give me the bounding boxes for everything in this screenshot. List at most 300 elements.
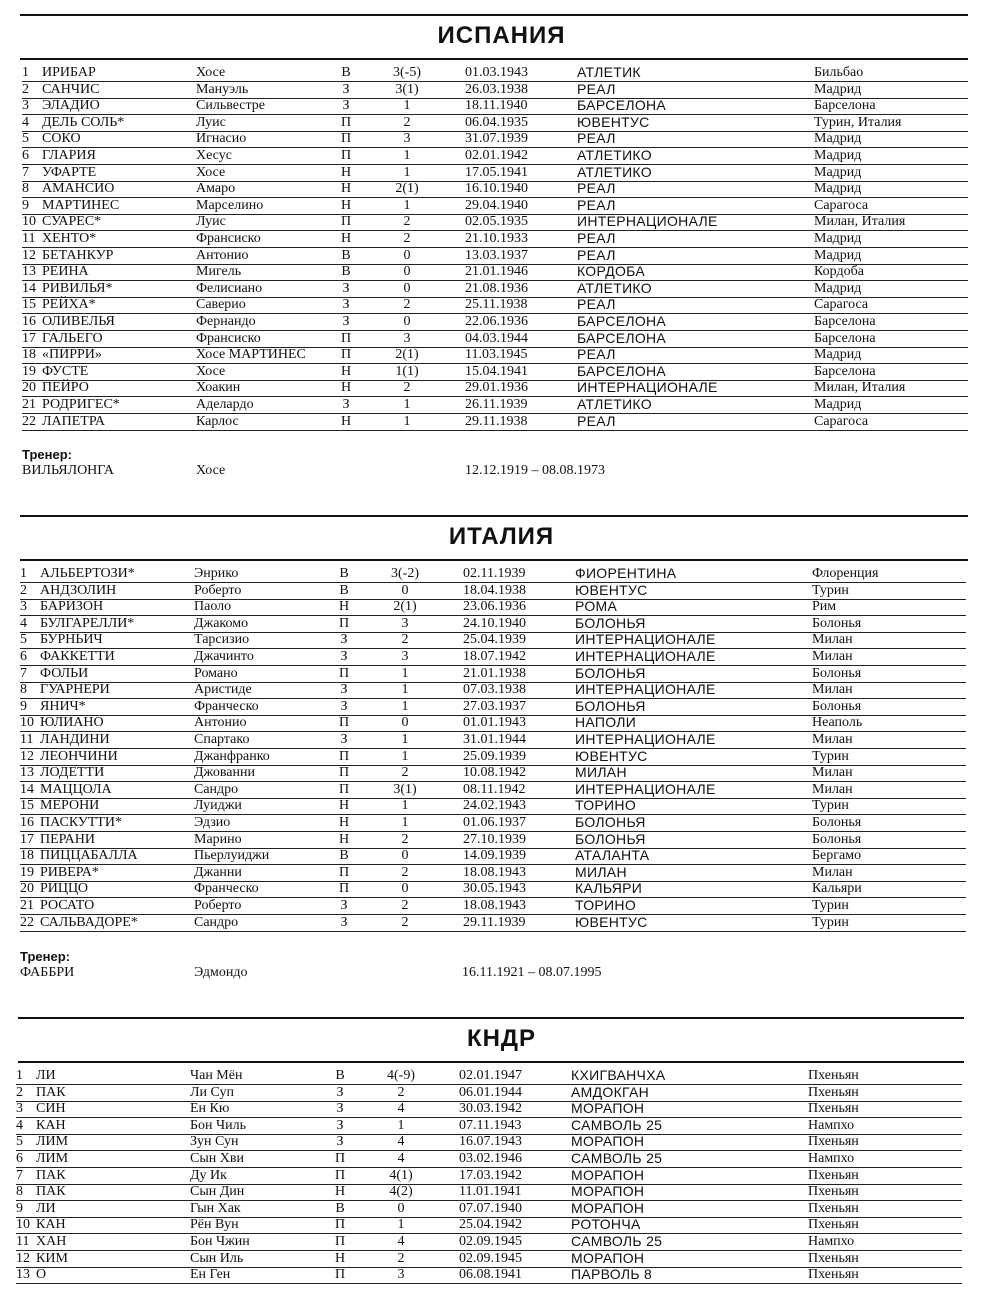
cell-city: Барселона	[814, 314, 876, 329]
cell-dob: 21.01.1946	[465, 264, 528, 280]
cell-city: Милан	[812, 781, 853, 797]
cell-city: Болонья	[812, 615, 862, 631]
cell-caps: 2	[397, 1084, 405, 1100]
cell-surname: ЯНИЧ*	[40, 698, 86, 714]
cell-name: Сын Дин	[190, 1184, 245, 1200]
cell-name: Рён Вун	[190, 1217, 239, 1233]
cell-name: Карлос	[196, 413, 239, 429]
cell-name: Джованни	[194, 765, 255, 781]
cell-pos: В	[339, 848, 349, 864]
cell-city: Нампхо	[808, 1234, 855, 1249]
cell-dob: 24.10.1940	[463, 615, 526, 631]
cell-caps: 2	[401, 632, 409, 648]
cell-dob: 25.04.1939	[463, 632, 526, 648]
cell-name: Сандро	[194, 781, 239, 797]
cell-surname: ЛИМ	[36, 1151, 69, 1166]
table-row	[22, 230, 968, 248]
cell-dob: 30.03.1942	[459, 1101, 522, 1117]
cell-city: Пхеньян	[808, 1200, 859, 1216]
cell-no: 14	[20, 781, 34, 797]
cell-no: 16	[22, 314, 36, 329]
cell-surname: ЛИМ	[36, 1134, 69, 1150]
cell-pos: Н	[338, 599, 350, 615]
cell-name: Романо	[194, 665, 238, 681]
cell-name: Хосе	[196, 65, 226, 80]
cell-name: Марино	[194, 831, 242, 847]
cell-surname: ЛИ	[36, 1068, 56, 1083]
cell-surname: СОКО	[42, 131, 81, 147]
cell-club: БАРСЕЛОНА	[577, 362, 667, 379]
cell-surname: МЕРОНИ	[40, 798, 100, 814]
cell-surname: ХАН	[36, 1234, 67, 1249]
cell-no: 22	[20, 914, 34, 930]
table-row	[16, 1084, 962, 1102]
cell-dob: 02.01.1942	[465, 148, 528, 163]
cell-pos: Н	[334, 1184, 346, 1200]
table-row	[20, 631, 966, 649]
cell-name: Бон Чиль	[190, 1117, 246, 1133]
cell-city: Кальяри	[812, 881, 862, 897]
cell-name: Аристиде	[194, 682, 252, 698]
cell-surname: РОСАТО	[40, 898, 95, 913]
cell-dob: 17.05.1941	[465, 164, 528, 180]
cell-city: Пхеньян	[808, 1250, 859, 1266]
cell-name: Фернандо	[196, 314, 256, 329]
cell-dob: 21.01.1938	[463, 665, 526, 681]
cell-caps: 3	[403, 131, 411, 147]
cell-dob: 31.07.1939	[465, 131, 528, 147]
section-top-rule	[18, 1017, 964, 1019]
table-row	[16, 1266, 962, 1284]
cell-pos: З	[342, 280, 350, 296]
cell-name: Ли Суп	[190, 1084, 234, 1100]
cell-name: Джанфранко	[194, 748, 270, 764]
cell-club: АТЛЕТИКО	[577, 163, 652, 180]
cell-surname: ПАК	[36, 1167, 66, 1183]
cell-pos: З	[340, 914, 348, 930]
cell-caps: 1(1)	[395, 363, 419, 379]
table-row	[22, 263, 968, 281]
cell-surname: КИМ	[36, 1250, 68, 1266]
table-row	[16, 1216, 962, 1234]
cell-club: КХИГВАНЧХА	[571, 1067, 666, 1083]
cell-name: Амаро	[196, 181, 236, 197]
cell-surname: ФАККЕТТИ	[40, 649, 115, 664]
cell-no: 6	[22, 148, 29, 163]
cell-city: Неаполь	[812, 715, 863, 731]
cell-no: 12	[22, 247, 36, 263]
cell-surname: ПЕЙРО	[42, 380, 89, 396]
cell-name: Игнасио	[196, 131, 247, 147]
cell-club: АТЛЕТИКО	[577, 147, 652, 163]
cell-surname: РИВЕРА*	[40, 864, 99, 880]
table-row	[22, 247, 968, 265]
cell-dob: 27.10.1939	[463, 831, 526, 847]
cell-caps: 2	[401, 765, 409, 781]
section-top-rule	[20, 14, 968, 16]
cell-pos: П	[338, 748, 350, 764]
cell-surname: «ПИРРИ»	[42, 347, 102, 363]
cell-no: 3	[22, 98, 29, 114]
cell-city: Мадрид	[814, 131, 862, 147]
cell-club: МОРАПОН	[571, 1133, 645, 1150]
cell-city: Пхеньян	[808, 1084, 859, 1100]
cell-pos: З	[336, 1134, 344, 1150]
cell-caps: 4(-9)	[387, 1068, 415, 1083]
cell-club: ИНТЕРНАЦИОНАЛЕ	[575, 648, 716, 664]
cell-surname: БЕТАНКУР	[42, 247, 114, 263]
cell-pos: П	[340, 131, 352, 147]
cell-club: САМВОЛЬ 25	[571, 1116, 663, 1133]
cell-name: Саверио	[196, 297, 246, 313]
cell-dob: 29.04.1940	[465, 197, 528, 213]
table-row	[16, 1150, 962, 1168]
cell-caps: 4(2)	[389, 1184, 413, 1200]
cell-pos: Н	[338, 815, 350, 830]
cell-caps: 1	[403, 164, 411, 180]
cell-surname: ПЕРАНИ	[40, 831, 95, 847]
cell-no: 13	[22, 264, 36, 280]
cell-name: Антонио	[194, 715, 247, 731]
cell-surname: ПИЦЦАБАЛЛА	[40, 848, 138, 864]
cell-surname: ГАЛЬЕГО	[42, 330, 103, 346]
section-top-rule	[20, 515, 968, 517]
cell-club: РЕАЛ	[577, 296, 616, 313]
table-row	[22, 64, 968, 82]
cell-club: АМДОКГАН	[571, 1083, 650, 1100]
cell-caps: 4	[397, 1134, 405, 1150]
cell-surname: КАН	[36, 1217, 66, 1233]
cell-no: 20	[22, 380, 36, 396]
cell-name: Джанни	[194, 864, 242, 880]
cell-name: Ду Ик	[190, 1167, 227, 1183]
cell-dob: 18.08.1943	[463, 864, 526, 880]
cell-dob: 25.04.1942	[459, 1217, 522, 1233]
table-row	[22, 164, 968, 182]
cell-caps: 0	[403, 264, 411, 280]
cell-pos: З	[340, 698, 348, 714]
cell-city: Пхеньян	[808, 1068, 859, 1083]
cell-surname: РЕИНА	[42, 264, 89, 280]
cell-pos: В	[341, 247, 351, 263]
cell-no: 17	[20, 831, 34, 847]
cell-city: Турин	[812, 914, 849, 930]
cell-dob: 07.11.1943	[459, 1117, 522, 1133]
cell-city: Сарагоса	[814, 413, 869, 429]
cell-club: ИНТЕРНАЦИОНАЛЕ	[577, 213, 718, 230]
cell-no: 19	[20, 864, 34, 880]
cell-name: Энрико	[194, 566, 239, 581]
cell-no: 6	[20, 649, 27, 664]
cell-caps: 2	[397, 1250, 405, 1266]
table-row	[22, 363, 968, 381]
cell-pos: З	[336, 1101, 344, 1117]
cell-name: Роберто	[194, 898, 242, 913]
cell-no: 19	[22, 363, 36, 379]
coach-surname: ВИЛЬЯЛОНГА	[22, 463, 114, 478]
cell-caps: 1	[403, 197, 411, 213]
cell-no: 9	[22, 197, 29, 213]
cell-caps: 0	[401, 715, 409, 731]
cell-surname: БАРИЗОН	[40, 599, 104, 615]
cell-name: Роберто	[194, 582, 242, 598]
cell-surname: ЛАПЕТРА	[42, 413, 105, 429]
cell-no: 2	[16, 1084, 23, 1100]
cell-name: Сын Иль	[190, 1250, 244, 1266]
cell-dob: 25.11.1938	[465, 297, 528, 313]
cell-caps: 1	[403, 397, 411, 412]
cell-city: Барселона	[814, 330, 876, 346]
cell-pos: П	[340, 214, 352, 230]
cell-no: 11	[20, 732, 34, 747]
cell-name: Фелисиано	[196, 280, 263, 296]
cell-surname: ФУСТЕ	[42, 363, 89, 379]
cell-pos: Н	[334, 1250, 346, 1266]
cell-caps: 2(1)	[393, 599, 417, 615]
cell-no: 18	[20, 848, 34, 864]
cell-surname: БУРНЬИЧ	[40, 632, 103, 648]
cell-pos: П	[334, 1267, 346, 1283]
cell-surname: ДЕЛЬ СОЛЬ*	[42, 114, 125, 130]
cell-club: БАРСЕЛОНА	[577, 329, 667, 346]
cell-dob: 13.03.1937	[465, 247, 528, 263]
cell-caps: 0	[403, 280, 411, 296]
cell-pos: З	[342, 397, 350, 412]
cell-dob: 03.02.1946	[459, 1151, 522, 1166]
cell-surname: БУЛГАРЕЛЛИ*	[40, 615, 135, 631]
cell-city: Мадрид	[814, 231, 862, 246]
cell-city: Нампхо	[808, 1151, 855, 1166]
cell-surname: ЛЕОНЧИНИ	[40, 748, 118, 764]
cell-name: Гын Хак	[190, 1200, 241, 1216]
cell-no: 8	[20, 682, 27, 698]
cell-name: Хосе	[196, 164, 226, 180]
cell-caps: 3	[401, 615, 409, 631]
cell-club: ИНТЕРНАЦИОНАЛЕ	[575, 631, 716, 648]
cell-dob: 21.08.1936	[465, 280, 528, 296]
coach-dates: 12.12.1919 – 08.08.1973	[465, 463, 605, 478]
cell-caps: 0	[403, 314, 411, 329]
cell-no: 10	[16, 1217, 30, 1233]
cell-city: Барселона	[814, 98, 876, 114]
coach-label: Тренер:	[22, 447, 72, 462]
cell-club: ФИОРЕНТИНА	[575, 565, 677, 581]
cell-surname: ЭЛАДИО	[42, 98, 100, 114]
cell-surname: РИЦЦО	[40, 881, 89, 897]
cell-no: 15	[20, 798, 34, 814]
cell-surname: ГУАРНЕРИ	[40, 682, 110, 698]
cell-caps: 4	[397, 1151, 405, 1166]
cell-name: Тарсизио	[194, 632, 250, 648]
cell-no: 16	[20, 815, 34, 830]
cell-club: РЕАЛ	[577, 130, 616, 147]
cell-pos: З	[340, 898, 348, 913]
cell-pos: Н	[338, 831, 350, 847]
cell-no: 4	[20, 615, 27, 631]
cell-dob: 14.09.1939	[463, 848, 526, 864]
cell-club: БОЛОНЬЯ	[575, 814, 646, 830]
cell-pos: В	[335, 1200, 345, 1216]
cell-dob: 16.10.1940	[465, 181, 528, 197]
cell-club: АТЛЕТИК	[577, 64, 641, 80]
table-row	[20, 714, 966, 732]
cell-club: АТЛЕТИКО	[577, 396, 652, 412]
cell-caps: 2	[401, 914, 409, 930]
cell-pos: В	[339, 566, 349, 581]
team-title: ИСПАНИЯ	[437, 22, 566, 49]
cell-city: Флоренция	[812, 566, 879, 581]
cell-city: Турин	[812, 798, 849, 814]
cell-city: Мадрид	[814, 81, 862, 97]
table-row	[20, 582, 966, 600]
cell-club: БОЛОНЬЯ	[575, 830, 646, 847]
cell-dob: 26.11.1939	[465, 397, 528, 412]
cell-club: БОЛОНЬЯ	[575, 664, 646, 681]
cell-name: Луис	[196, 114, 226, 130]
cell-city: Милан, Италия	[814, 380, 906, 396]
cell-club: БАРСЕЛОНА	[577, 313, 667, 329]
cell-club: ТОРИНО	[575, 797, 637, 814]
table-row	[22, 130, 968, 148]
cell-city: Милан	[812, 682, 853, 698]
cell-pos: П	[338, 715, 350, 731]
cell-pos: З	[342, 98, 350, 114]
cell-pos: П	[340, 330, 352, 346]
cell-club: РЕАЛ	[577, 80, 616, 97]
cell-no: 7	[22, 164, 29, 180]
cell-name: Франсиско	[196, 330, 261, 346]
coach-name: Эдмондо	[194, 965, 248, 980]
cell-caps: 4(1)	[389, 1167, 413, 1183]
cell-dob: 18.07.1942	[463, 649, 526, 664]
table-row	[16, 1183, 962, 1201]
cell-no: 14	[22, 280, 36, 296]
cell-caps: 2	[401, 898, 409, 913]
cell-no: 1	[22, 65, 29, 80]
cell-city: Пхеньян	[808, 1267, 859, 1283]
cell-name: Зун Сун	[190, 1134, 239, 1150]
cell-pos: В	[341, 264, 351, 280]
cell-club: МИЛАН	[575, 863, 627, 880]
cell-caps: 1	[401, 732, 409, 747]
cell-pos: П	[338, 781, 350, 797]
cell-club: РОТОНЧА	[571, 1216, 641, 1233]
cell-dob: 10.08.1942	[463, 765, 526, 781]
table-row	[16, 1200, 962, 1218]
cell-city: Бергамо	[812, 848, 862, 864]
cell-surname: ОЛИВЕЛЬЯ	[42, 314, 115, 329]
cell-city: Мадрид	[814, 280, 862, 296]
cell-city: Мадрид	[814, 247, 862, 263]
cell-dob: 02.09.1945	[459, 1234, 522, 1249]
cell-club: МИЛАН	[575, 764, 627, 781]
cell-caps: 1	[403, 413, 411, 429]
cell-caps: 2	[403, 380, 411, 396]
table-row	[20, 914, 966, 932]
cell-name: Франсиско	[196, 231, 261, 246]
cell-city: Нампхо	[808, 1117, 855, 1133]
cell-dob: 29.11.1938	[465, 413, 528, 429]
cell-dob: 02.09.1945	[459, 1250, 522, 1266]
cell-surname: ХЕНТО*	[42, 231, 97, 246]
cell-no: 4	[22, 114, 29, 130]
cell-no: 7	[20, 665, 27, 681]
cell-city: Пхеньян	[808, 1217, 859, 1233]
table-row	[20, 665, 966, 683]
cell-no: 15	[22, 297, 36, 313]
cell-pos: Н	[340, 181, 352, 197]
cell-club: МОРАПОН	[571, 1249, 645, 1266]
cell-pos: З	[340, 682, 348, 698]
cell-name: Ен Ген	[190, 1267, 231, 1283]
cell-name: Франческо	[194, 881, 259, 897]
cell-city: Милан	[812, 649, 853, 664]
cell-dob: 01.06.1937	[463, 815, 526, 830]
cell-caps: 1	[397, 1217, 405, 1233]
cell-no: 1	[20, 566, 27, 581]
cell-surname: ПАСКУТТИ*	[40, 815, 123, 830]
cell-no: 10	[20, 715, 34, 731]
cell-club: МОРАПОН	[571, 1183, 645, 1200]
cell-pos: П	[340, 148, 352, 163]
cell-pos: Н	[340, 197, 352, 213]
cell-caps: 2(1)	[395, 181, 419, 197]
cell-city: Болонья	[812, 831, 862, 847]
section-header-rule	[20, 559, 968, 561]
cell-no: 3	[16, 1101, 23, 1117]
cell-name: Антонио	[196, 247, 249, 263]
cell-dob: 26.03.1938	[465, 81, 528, 97]
cell-city: Сарагоса	[814, 197, 869, 213]
table-row	[16, 1233, 962, 1251]
cell-no: 10	[22, 214, 36, 230]
cell-name: Луис	[196, 214, 226, 230]
cell-surname: МАЦЦОЛА	[40, 781, 112, 797]
cell-surname: ЮЛИАНО	[40, 715, 104, 731]
cell-club: ИНТЕРНАЦИОНАЛЕ	[575, 681, 716, 698]
cell-city: Милан	[812, 765, 853, 781]
cell-pos: З	[336, 1084, 344, 1100]
cell-pos: П	[340, 347, 352, 363]
cell-caps: 2	[403, 297, 411, 313]
cell-caps: 1	[401, 798, 409, 814]
cell-dob: 25.09.1939	[463, 748, 526, 764]
cell-pos: Н	[340, 363, 352, 379]
cell-surname: ГЛАРИЯ	[42, 148, 96, 163]
cell-no: 21	[20, 898, 34, 913]
table-row	[22, 114, 968, 132]
cell-club: САМВОЛЬ 25	[571, 1150, 663, 1166]
cell-surname: АМАНСИО	[42, 181, 115, 197]
cell-club: БОЛОНЬЯ	[575, 697, 646, 714]
cell-no: 5	[20, 632, 27, 648]
cell-no: 12	[16, 1250, 30, 1266]
cell-surname: САЛЬВАДОРЕ*	[40, 914, 138, 930]
cell-club: БОЛОНЬЯ	[575, 614, 646, 631]
table-row	[16, 1133, 962, 1151]
cell-surname: АЛЬБЕРТОЗИ*	[40, 566, 135, 581]
cell-surname: САНЧИС	[42, 81, 100, 97]
cell-club: ЮВЕНТУС	[575, 913, 648, 930]
cell-name: Бон Чжин	[190, 1234, 250, 1249]
cell-club: РЕАЛ	[577, 346, 616, 363]
cell-city: Милан	[812, 732, 853, 747]
cell-club: БАРСЕЛОНА	[577, 97, 667, 114]
cell-caps: 3(-2)	[391, 566, 419, 581]
cell-no: 2	[22, 81, 29, 97]
cell-city: Милан	[812, 864, 853, 880]
cell-surname: ЛОДЕТТИ	[40, 765, 105, 781]
